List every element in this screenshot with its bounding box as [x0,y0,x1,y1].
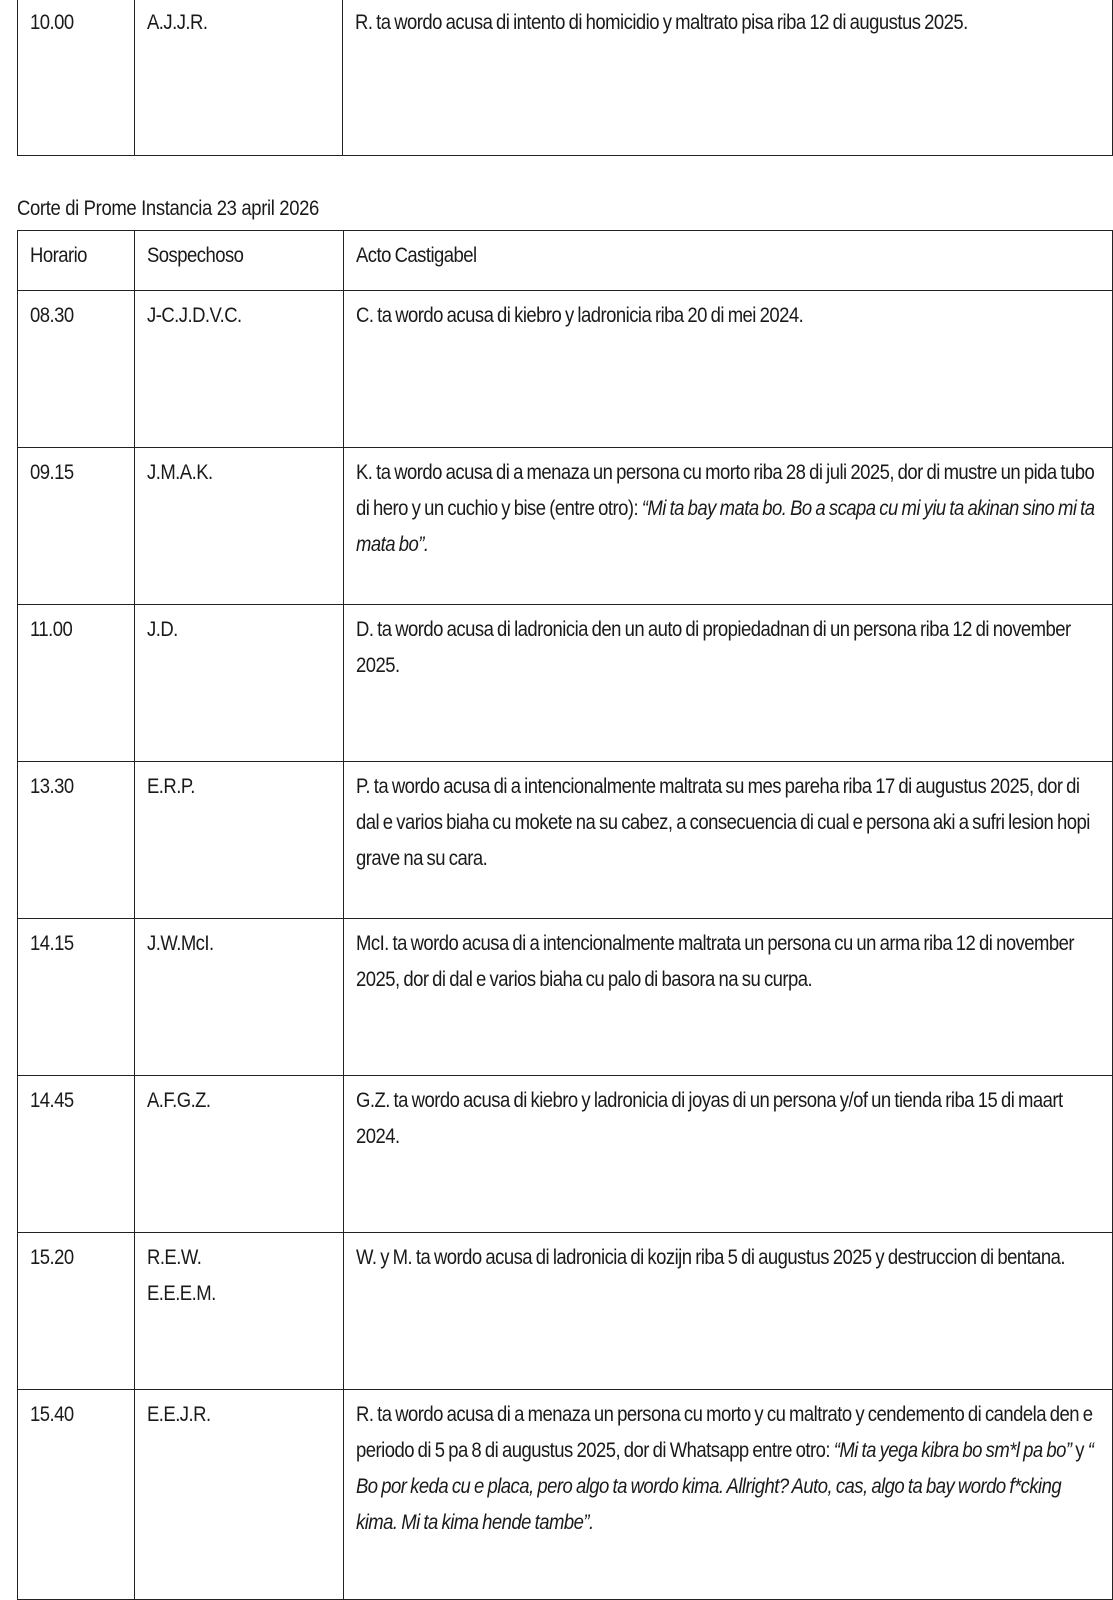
time-cell: 14.15 [18,919,135,1076]
suspect-cell: E.R.P. [135,762,344,919]
table-row [18,1233,1113,1390]
quote-text: “Mi ta yega kibra bo sm*l pa bo” [833,1439,1072,1462]
act-cell: R. ta wordo acusa di intento di homicidio y maltrato pisa riba 12 di augustus 2025. [343,0,1113,155]
suspect-name-2: E.E.E.M. [147,1282,217,1305]
act-cell: C. ta wordo acusa di kiebro y ladronicia riba 20 di mei 2024. [344,291,1113,448]
court-schedule-table [17,230,1113,1600]
act-cell: W. y M. ta wordo acusa di ladronicia di kozijn riba 5 di augustus 2025 y destruccion di bentana. [344,1233,1113,1390]
quote-text: “Mi ta bay mata bo. Bo a scapa cu mi yiu ta akinan sino mi ta mata bo”. [356,497,1095,556]
table-row [18,919,1113,1076]
header-suspect: Sospechoso [135,231,344,291]
act-cell [344,1390,1113,1600]
act-cell: G.Z. ta wordo acusa di kiebro y ladronicia di joyas di un persona y/of un tienda riba 15 di maart 2024. [344,1076,1113,1233]
header-act: Acto Castigabel [344,231,1113,291]
header-time: Horario [18,231,135,291]
suspect-cell: A.F.G.Z. [135,1076,344,1233]
table-header-row [18,231,1113,291]
act-text: R. ta wordo acusa di a menaza un persona cu morto y cu maltrato y cendemento di candela den e periodo di 5 pa 8 di augustus 2025, dor di Whatsapp entre otro: [356,1403,1093,1462]
act-text: K. ta wordo acusa di a menaza un persona cu morto riba 28 di juli 2025, dor di mustre un pida tubo di hero y un cuchio y bise (entre otro): [356,461,1095,520]
table-row [18,448,1113,605]
table-row [18,1390,1113,1600]
time-cell: 15.40 [18,1390,135,1600]
time-cell: 08.30 [18,291,135,448]
previous-schedule-table [17,0,1113,156]
table-row [18,0,1113,155]
act-cell: D. ta wordo acusa di ladronicia den un auto di propiedadnan di un persona riba 12 di november 2025. [344,605,1113,762]
table-row [18,605,1113,762]
suspect-cell: J.W.McI. [135,919,344,1076]
suspect-cell [135,1233,344,1390]
act-connector: y [1071,1439,1088,1462]
time-cell: 15.20 [18,1233,135,1390]
suspect-cell: J.D. [135,605,344,762]
act-cell: P. ta wordo acusa di a intencionalmente maltrata su mes pareha riba 17 di augustus 2025, dor di dal e varios biaha cu mokete na su cabez, a consecuencia di cual e persona aki a sufri lesion hopi grave na su cara. [344,762,1113,919]
suspect-cell: J.M.A.K. [135,448,344,605]
suspect-cell: E.E.J.R. [135,1390,344,1600]
section-caption: Corte di Prome Instancia 23 april 2026 [17,197,319,220]
time-cell: 13.30 [18,762,135,919]
table-row [18,1076,1113,1233]
act-cell [344,448,1113,605]
suspect-cell: J-C.J.D.V.C. [135,291,344,448]
time-cell: 14.45 [18,1076,135,1233]
act-cell: McI. ta wordo acusa di a intencionalmente maltrata un persona cu un arma riba 12 di november 2025, dor di dal e varios biaha cu palo di basora na su curpa. [344,919,1113,1076]
time-cell: 10.00 [18,0,135,155]
suspect-name: R.E.W. [147,1246,202,1269]
quote-text-2: “ Bo por keda cu e placa, pero algo ta wordo kima. Allright? Auto, cas, algo ta bay wordo f*cking kima. Mi ta kima hende tambe”. [356,1439,1094,1534]
table-row [18,762,1113,919]
table-row [18,291,1113,448]
suspect-cell: A.J.J.R. [135,0,343,155]
time-cell: 09.15 [18,448,135,605]
time-cell: 11.00 [18,605,135,762]
